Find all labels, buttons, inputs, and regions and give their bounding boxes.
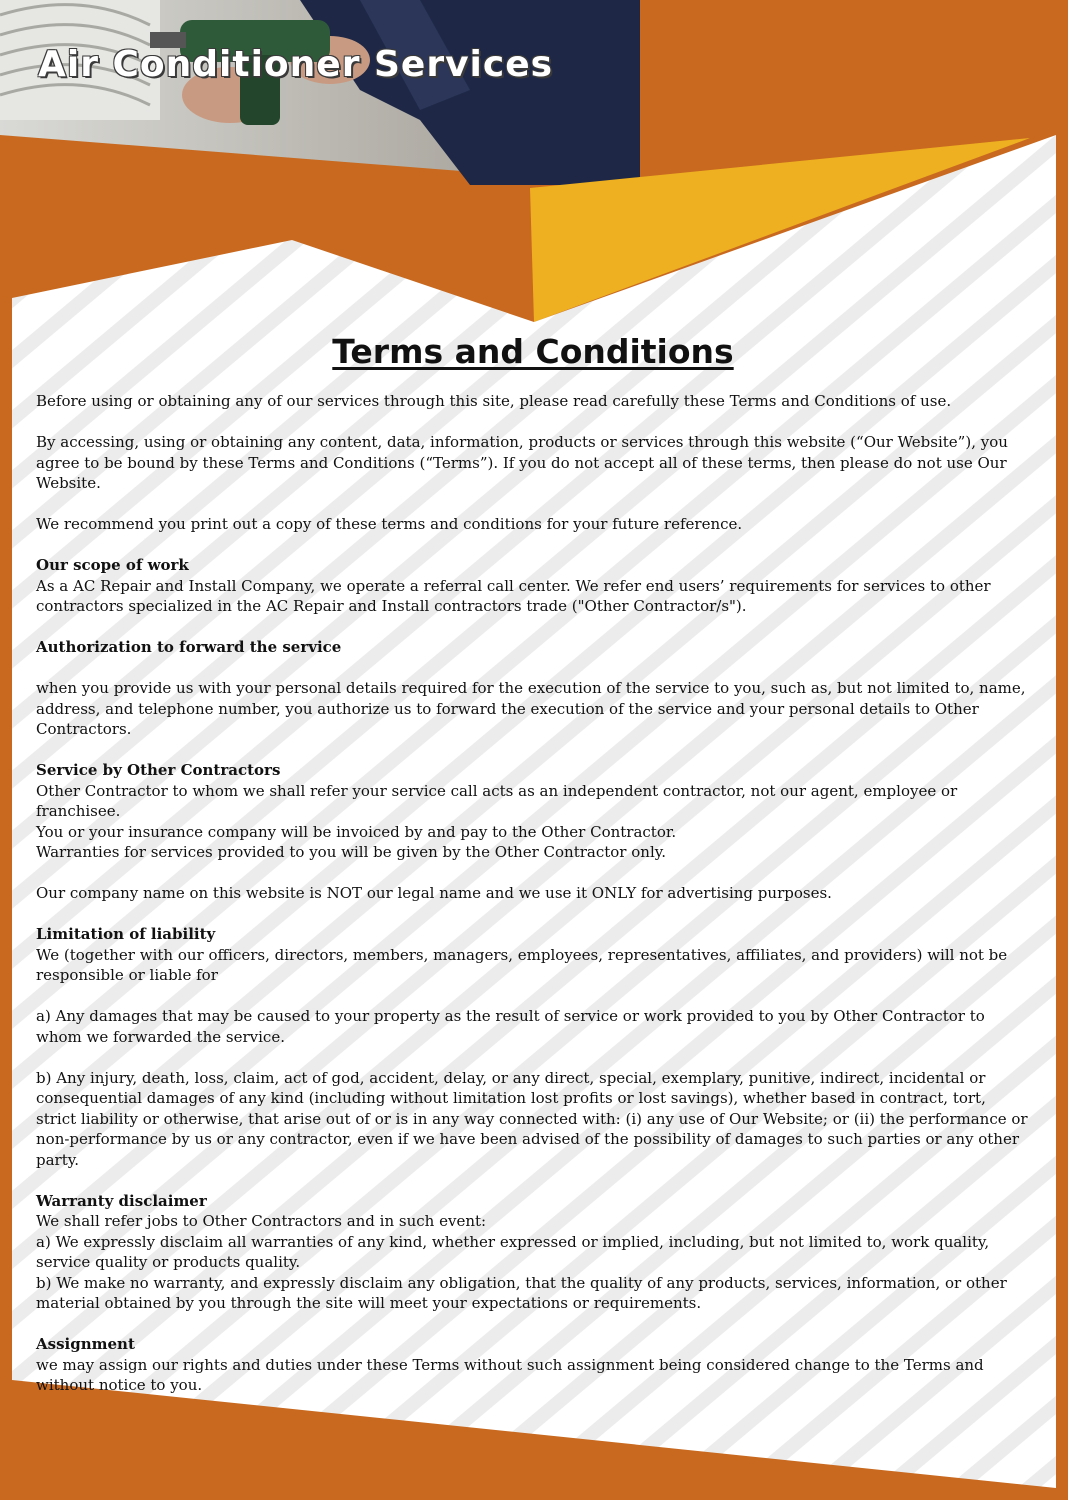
section-heading: Assignment: [36, 1335, 135, 1353]
section-other-contractors: [36, 760, 1030, 863]
section-line: Warranties for services provided to you will be given by the Other Contractor only.: [36, 843, 666, 861]
section-line: You or your insurance company will be invoiced by and pay to the Other Contractor.: [36, 822, 677, 841]
liability-item-b: b) Any injury, death, loss, claim, act of god, accident, delay, or any direct, special, exemplary, punitive, indirect, incidental or consequential damages of any kind (including without limitation lost profits or lost savings), whether based in contract, tort, strict liability or otherwise, that arise out of or is in any way connected with: (i) any use of Our Website; or (ii) the performance or non-performance by us or any contractor, even if we have been advised of the possibility of damages to such parties or any other party.: [36, 1068, 1028, 1169]
company-name-note: Our company name on this website is NOT our legal name and we use it ONLY for advertising purposes.: [36, 884, 832, 902]
section-text: We (together with our officers, directors, members, managers, employees, representatives, affiliates, and providers) will not be responsible or liable for: [36, 945, 1008, 984]
section-text: we may assign our rights and duties under these Terms without such assignment being considered change to the Terms and without notice to you.: [36, 1355, 984, 1394]
section-line: b) We make no warranty, and expressly disclaim any obligation, that the quality of any products, services, information, or other material obtained by you through the site will meet your expectations or requirements.: [36, 1273, 1007, 1312]
section-line: We shall refer jobs to Other Contractors and in such event:: [36, 1212, 487, 1230]
section-heading: Warranty disclaimer: [36, 1191, 207, 1210]
section-heading: Service by Other Contractors: [36, 761, 281, 779]
section-heading: Authorization to forward the service: [36, 638, 342, 656]
section-liability: [36, 924, 1030, 986]
section-line: a) We expressly disclaim all warranties of any kind, whether expressed or implied, including, but not limited to, work quality, service quality or products quality.: [36, 1232, 990, 1271]
site-title: Air Conditioner Services: [38, 44, 554, 85]
section-heading: Limitation of liability: [36, 925, 216, 943]
terms-content: [36, 332, 1030, 1416]
section-warranty: [36, 1191, 1030, 1314]
intro-paragraph: Before using or obtaining any of our services through this site, please read carefully these Terms and Conditions of use.: [36, 392, 952, 410]
section-authorization-heading: [36, 637, 1030, 658]
section-assignment: [36, 1334, 1030, 1396]
section-line: Other Contractor to whom we shall refer your service call acts as an independent contractor, not our agent, employee or franchisee.: [36, 781, 958, 820]
page-title: Terms and Conditions: [332, 332, 734, 371]
section-text: As a AC Repair and Install Company, we operate a referral call center. We refer end users’ requirements for services to other contractors specialized in the AC Repair and Install contractors trade ("Other Contractor/s").: [36, 576, 991, 615]
intro-paragraph: By accessing, using or obtaining any content, data, information, products or services through this website (“Our Website”), you agree to be bound by these Terms and Conditions (“Terms”). If you do not accept all of these terms, then please do not use Our Website.: [36, 433, 1008, 492]
section-authorization-text: when you provide us with your personal details required for the execution of the service to you, such as, but not limited to, name, address, and telephone number, you authorize us to forward the execution of the service and your personal details to Other Contractors.: [36, 679, 1026, 738]
liability-item-a: a) Any damages that may be caused to your property as the result of service or work provided to you by Other Contractor to whom we forwarded the service.: [36, 1007, 985, 1046]
section-scope: [36, 555, 1030, 617]
section-heading: Our scope of work: [36, 556, 189, 574]
intro-paragraph: We recommend you print out a copy of these terms and conditions for your future reference.: [36, 515, 743, 533]
